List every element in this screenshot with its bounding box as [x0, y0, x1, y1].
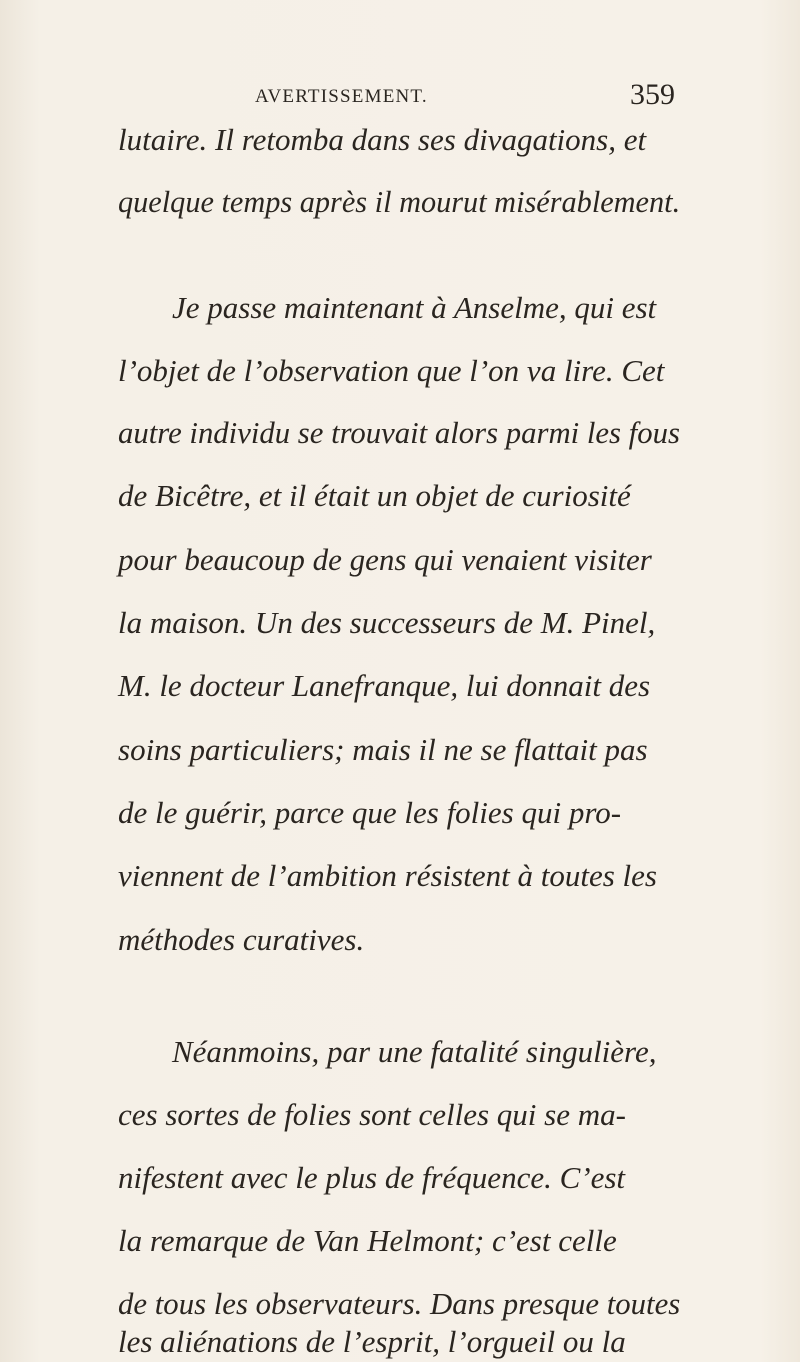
text-line: Je passe maintenant à Anselme, qui est	[172, 290, 657, 325]
text-line: pour beaucoup de gens qui venaient visiter	[118, 542, 652, 577]
page-header	[255, 78, 675, 118]
text-line: nifestent avec le plus de fréquence. C’est	[118, 1160, 626, 1195]
text-line: lutaire. Il retomba dans ses divagations, et	[118, 122, 647, 157]
text-line: quelque temps après il mourut misérablement.	[118, 184, 681, 219]
text-line: la remarque de Van Helmont; c’est celle	[118, 1223, 617, 1258]
text-line: Néanmoins, par une fatalité singulière,	[172, 1034, 657, 1069]
running-head: AVERTISSEMENT.	[255, 86, 428, 107]
text-line: de Bicêtre, et il était un objet de curiosité	[118, 478, 631, 513]
text-line: de le guérir, parce que les folies qui pro-	[118, 795, 622, 830]
text-line: méthodes curatives.	[118, 922, 365, 957]
text-line: M. le docteur Lanefranque, lui donnait des	[118, 668, 651, 703]
text-line: les aliénations de l’esprit, l’orgueil ou la	[118, 1324, 626, 1359]
text-line: viennent de l’ambition résistent à toutes les	[118, 858, 657, 893]
text-line: soins particuliers; mais il ne se flattait pas	[118, 732, 648, 767]
text-line: ces sortes de folies sont celles qui se ma-	[118, 1097, 626, 1132]
text-line: la maison. Un des successeurs de M. Pinel,	[118, 605, 656, 640]
text-line: autre individu se trouvait alors parmi les fous	[118, 415, 680, 450]
text-line: de tous les observateurs. Dans presque toutes	[118, 1286, 681, 1321]
page-number: 359	[630, 78, 675, 111]
text-line: l’objet de l’observation que l’on va lire. Cet	[118, 353, 665, 388]
